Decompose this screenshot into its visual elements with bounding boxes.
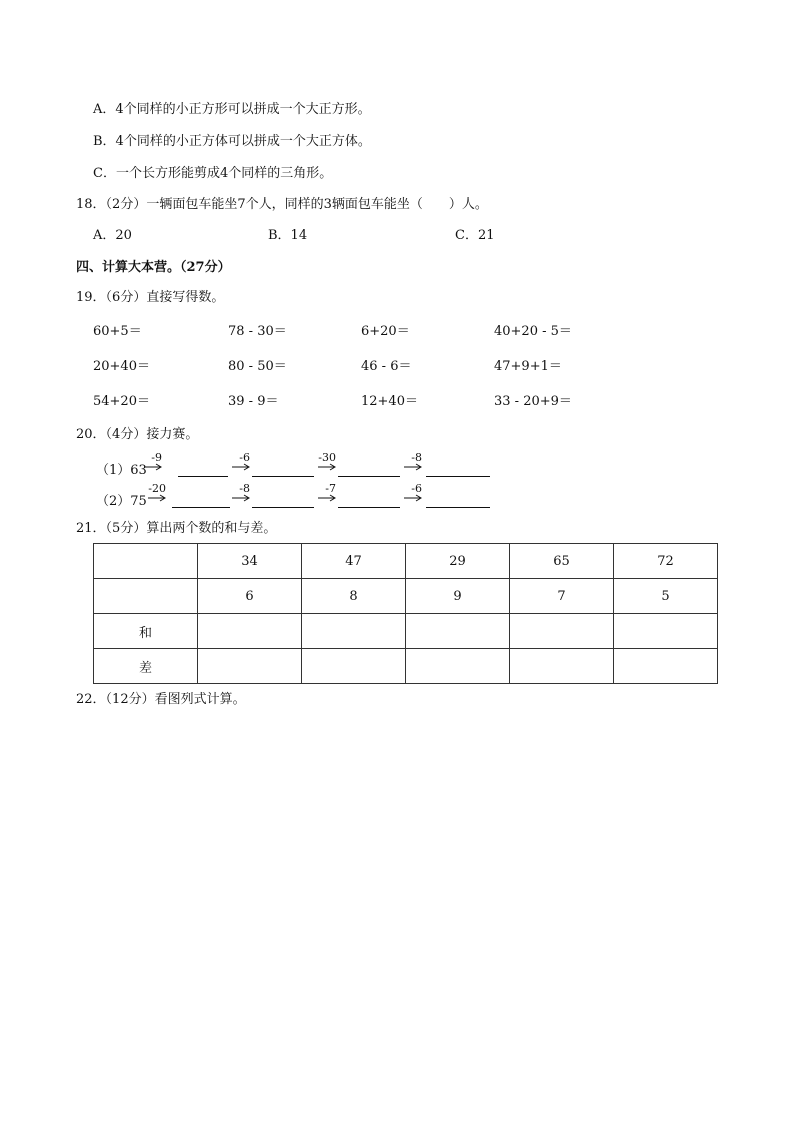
q19-expr: 33 - 20+9＝ bbox=[494, 394, 572, 409]
relay-step bbox=[426, 457, 490, 477]
q19-expr: 40+20 - 5＝ bbox=[494, 324, 572, 339]
relay-step bbox=[142, 482, 166, 508]
relay-chain-2 bbox=[96, 482, 496, 509]
relay-operator: -7 bbox=[325, 482, 336, 495]
table-cell: 7 bbox=[510, 579, 614, 614]
answer-cell[interactable] bbox=[510, 649, 614, 684]
arrow-right-icon bbox=[232, 463, 250, 471]
table-row bbox=[94, 544, 718, 579]
answer-cell[interactable] bbox=[198, 649, 302, 684]
answer-blank[interactable] bbox=[426, 507, 490, 508]
q21-stem: 21．（5分）算出两个数的和与差。 bbox=[76, 521, 277, 536]
row-header-sum: 和 bbox=[94, 614, 198, 649]
arrow-right-icon bbox=[318, 494, 336, 502]
table-cell: 34 bbox=[198, 544, 302, 579]
relay-start: （2）75 bbox=[96, 494, 147, 509]
answer-cell[interactable] bbox=[302, 614, 406, 649]
table-cell: 8 bbox=[302, 579, 406, 614]
q18-stem: 18．（2分）一辆面包车能坐7个人，同样的3辆面包车能坐（ ）人。 bbox=[76, 197, 488, 212]
answer-cell[interactable] bbox=[510, 614, 614, 649]
answer-blank[interactable] bbox=[338, 476, 400, 477]
arrow-right-icon bbox=[318, 463, 336, 471]
answer-blank[interactable] bbox=[338, 507, 400, 508]
answer-blank[interactable] bbox=[252, 476, 314, 477]
q19-expr: 39 - 9＝ bbox=[228, 394, 279, 409]
q19-expr: 12+40＝ bbox=[361, 394, 418, 409]
arrow-right-icon bbox=[404, 494, 422, 502]
sum-difference-table bbox=[93, 543, 718, 684]
table-cell bbox=[94, 579, 198, 614]
q19-expr: 20+40＝ bbox=[93, 359, 150, 374]
table-cell bbox=[94, 544, 198, 579]
row-header-difference: 差 bbox=[94, 649, 198, 684]
relay-step bbox=[252, 482, 336, 508]
q19-expr: 47+9+1＝ bbox=[494, 359, 562, 374]
relay-operator: -8 bbox=[239, 482, 250, 495]
table-cell: 47 bbox=[302, 544, 406, 579]
q19-expr: 60+5＝ bbox=[93, 324, 142, 339]
relay-chain-1 bbox=[96, 451, 496, 478]
table-cell: 5 bbox=[614, 579, 718, 614]
answer-cell[interactable] bbox=[614, 649, 718, 684]
q19-expr: 80 - 50＝ bbox=[228, 359, 287, 374]
answer-blank[interactable] bbox=[172, 507, 230, 508]
relay-step bbox=[338, 451, 422, 477]
table-cell: 29 bbox=[406, 544, 510, 579]
relay-step bbox=[142, 451, 162, 477]
q22-stem: 22．（12分）看图列式计算。 bbox=[76, 692, 246, 707]
relay-step bbox=[178, 451, 250, 477]
relay-operator: -30 bbox=[318, 451, 336, 464]
arrow-right-icon bbox=[404, 463, 422, 471]
q17-option-a: A．4个同样的小正方形可以拼成一个大正方形。 bbox=[93, 102, 371, 117]
relay-operator: -8 bbox=[411, 451, 422, 464]
section-title: 四、计算大本营。（27分） bbox=[76, 260, 231, 275]
table-cell: 72 bbox=[614, 544, 718, 579]
answer-blank[interactable] bbox=[178, 476, 228, 477]
answer-blank[interactable] bbox=[252, 507, 314, 508]
answer-cell[interactable] bbox=[406, 649, 510, 684]
q17-option-c: C．一个长方形能剪成4个同样的三角形。 bbox=[93, 166, 333, 181]
q19-stem: 19．（6分）直接写得数。 bbox=[76, 290, 225, 305]
relay-step bbox=[172, 482, 250, 508]
table-row bbox=[94, 614, 718, 649]
arrow-right-icon bbox=[144, 463, 162, 471]
q20-stem: 20．（4分）接力赛。 bbox=[76, 427, 199, 442]
relay-start: （1）63 bbox=[96, 463, 147, 478]
table-row bbox=[94, 579, 718, 614]
relay-operator: -6 bbox=[239, 451, 250, 464]
table-cell: 65 bbox=[510, 544, 614, 579]
answer-cell[interactable] bbox=[406, 614, 510, 649]
q19-expr: 78 - 30＝ bbox=[228, 324, 287, 339]
arrow-right-icon bbox=[148, 494, 166, 502]
relay-step bbox=[338, 482, 422, 508]
answer-cell[interactable] bbox=[614, 614, 718, 649]
answer-cell[interactable] bbox=[198, 614, 302, 649]
q19-expr: 6+20＝ bbox=[361, 324, 410, 339]
relay-operator: -20 bbox=[148, 482, 166, 495]
q17-option-b: B．4个同样的小正方体可以拼成一个大正方体。 bbox=[93, 134, 371, 149]
q19-expr: 54+20＝ bbox=[93, 394, 150, 409]
table-cell: 9 bbox=[406, 579, 510, 614]
q18-option-b: B．14 bbox=[268, 228, 308, 243]
answer-blank[interactable] bbox=[426, 476, 490, 477]
relay-operator: -9 bbox=[151, 451, 162, 464]
table-row bbox=[94, 649, 718, 684]
q19-expr: 46 - 6＝ bbox=[361, 359, 412, 374]
q18-option-c: C．21 bbox=[455, 228, 495, 243]
arrow-right-icon bbox=[232, 494, 250, 502]
relay-step bbox=[252, 451, 336, 477]
answer-cell[interactable] bbox=[302, 649, 406, 684]
table-cell: 6 bbox=[198, 579, 302, 614]
relay-operator: -6 bbox=[411, 482, 422, 495]
q18-option-a: A．20 bbox=[93, 228, 132, 243]
relay-step bbox=[426, 488, 490, 508]
